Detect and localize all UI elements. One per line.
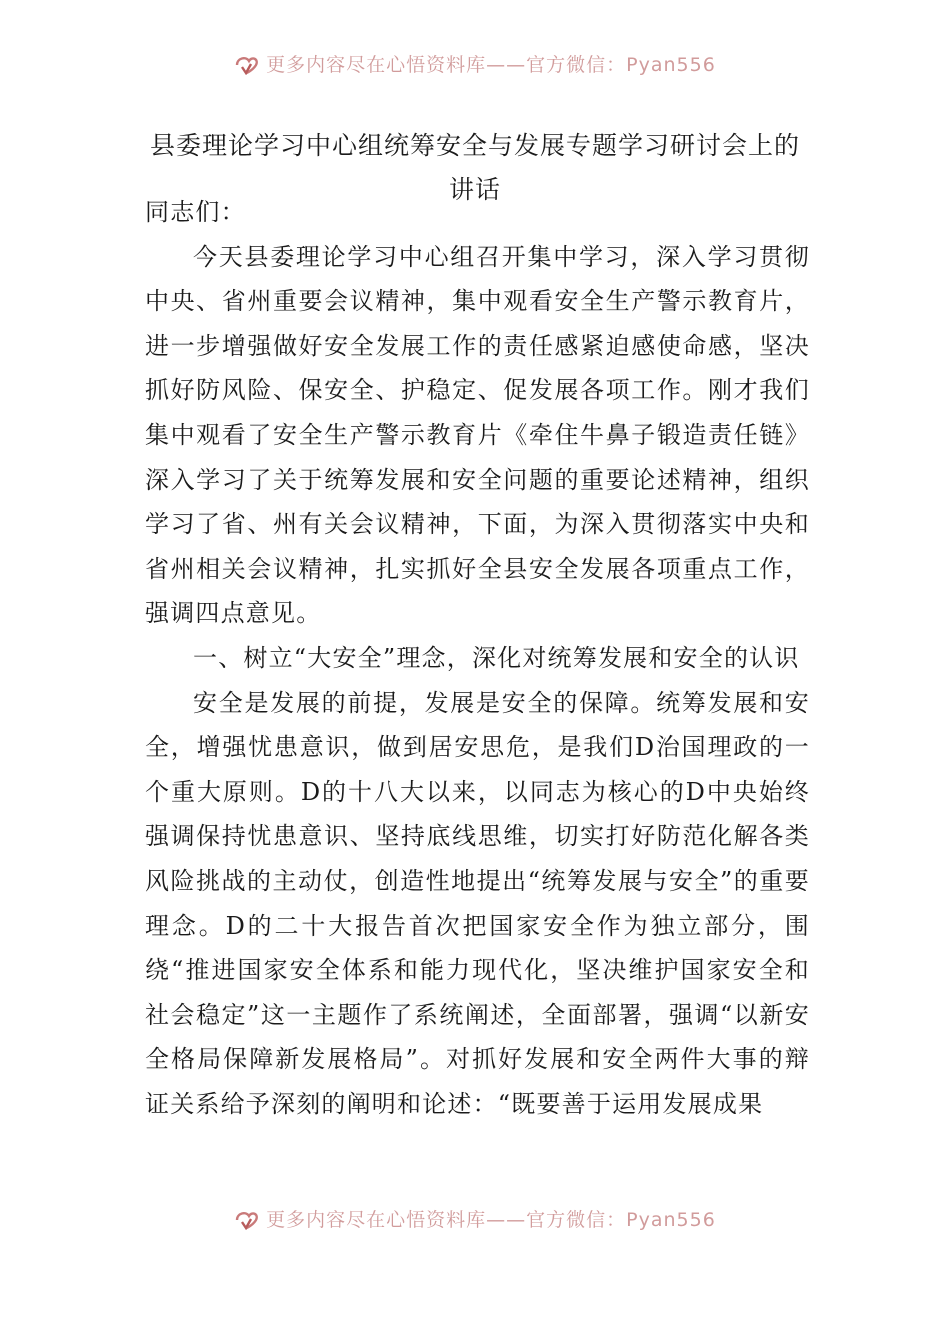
footer-watermark bbox=[0, 1199, 950, 1239]
section-heading: 一、树立“大安全”理念，深化对统筹发展和安全的认识 bbox=[193, 643, 800, 672]
document-body bbox=[145, 190, 810, 1126]
document-title: 县委理论学习中心组统筹安全与发展专题学习研讨会上的讲话 bbox=[149, 131, 800, 204]
body-paragraph: 今天县委理论学习中心组召开集中学习，深入学习贯彻中央、省州重要会议精神，集中观看安全生产警示教育片，进一步增强做好安全发展工作的责任感紧迫感使命感，坚决抓好防风险、保安全、护稳定、促发展各项工作。刚才我们集中观看了安全生产警示教育片《牵住牛鼻子锻造责任链》深入学习了关于统筹发展和安全问题的重要论述精神，组织学习了省、州有关会议精神，下面，为深入贯彻落实中央和省州相关会议精神，扎实抓好全县安全发展各项重点工作，强调四点意见。 bbox=[145, 242, 810, 628]
brand-logo-icon bbox=[234, 53, 260, 75]
header-watermark bbox=[0, 44, 950, 84]
watermark-text: 更多内容尽在心悟资料库——官方微信：Pyan556 bbox=[266, 1209, 716, 1231]
brand-logo-icon bbox=[234, 1208, 260, 1230]
body-paragraph: 安全是发展的前提，发展是安全的保障。统筹发展和安全，增强忧患意识，做到居安思危，是我们D治国理政的一个重大原则。D的十八大以来，以同志为核心的D中央始终强调保持忧患意识、坚持底线思维，切实打好防范化解各类风险挑战的主动仗，创造性地提出“统筹发展与安全”的重要理念。D的二十大报告首次把国家安全作为独立部分，围绕“推进国家安全体系和能力现代化，坚决维护国家安全和社会稳定”这一主题作了系统阐述，全面部署，强调“以新安全格局保障新发展格局”。对抓好发展和安全两件大事的辩证关系给予深刻的阐明和论述：“既要善于运用发展成果 bbox=[145, 688, 810, 1118]
watermark-text: 更多内容尽在心悟资料库——官方微信：Pyan556 bbox=[266, 54, 716, 76]
salutation: 同志们： bbox=[145, 198, 246, 226]
